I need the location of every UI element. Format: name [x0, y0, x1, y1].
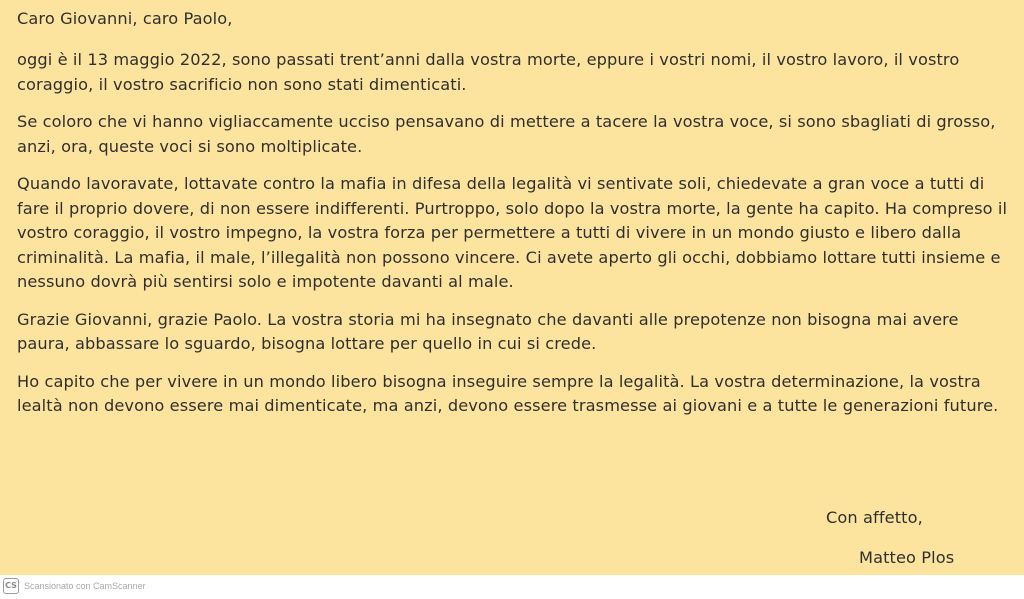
letter-paragraph-2: Se coloro che vi hanno vigliaccamente ucciso pensavano di mettere a tacere la vostra voce, si sono sbagliati di grosso, anzi, ora, queste voci si sono moltiplicate.: [17, 112, 996, 156]
letter-paragraph-3: Quando lavoravate, lottavate contro la mafia in difesa della legalità vi sentivate soli, chiedevate a gran voce a tutti di fare il proprio dovere, di non essere indifferenti. Purtroppo, solo dopo la vostra morte, la gente ha capito. Ha compreso il vostro coraggio, il vostro impegno, la vostra forza per permettere a tutti di vivere in un mondo giusto e libero dalla criminalità. La mafia, il male, l’illegalità non possono vincere. Ci avete aperto gli occhi, dobbiamo lottare tutti insieme e nessuno dovrà più sentirsi solo e impotente davanti al male.: [17, 174, 1008, 291]
letter-paragraph-5: Ho capito che per vivere in un mondo libero bisogna inseguire sempre la legalità. La vostra determinazione, la vostra lealtà non devono essere mai dimenticate, ma anzi, devono essere trasmesse ai giovani e a tutte le generazioni future.: [17, 371, 999, 415]
letter-paragraph-4: Grazie Giovanni, grazie Paolo. La vostra storia mi ha insegnato che davanti alle prepotenze non bisogna mai avere paura, abbassare lo sguardo, bisogna lottare per quello in cui si crede.: [17, 309, 959, 353]
letter-paragraph-1: oggi è il 13 maggio 2022, sono passati trent’anni dalla vostra morte, eppure i vostri nomi, il vostro lavoro, il vostro coraggio, il vostro sacrificio non sono stati dimenticati.: [17, 50, 960, 94]
letter-salutation: Caro Giovanni, caro Paolo,: [17, 9, 233, 28]
scanner-footer: [0, 575, 1024, 599]
camscanner-logo-icon: CS: [3, 578, 19, 594]
letter-signature: Matteo Plos: [859, 548, 955, 567]
scanner-watermark-text: Scansionato con CamScanner: [24, 581, 146, 591]
letter-closing: Con affetto,: [826, 508, 923, 527]
